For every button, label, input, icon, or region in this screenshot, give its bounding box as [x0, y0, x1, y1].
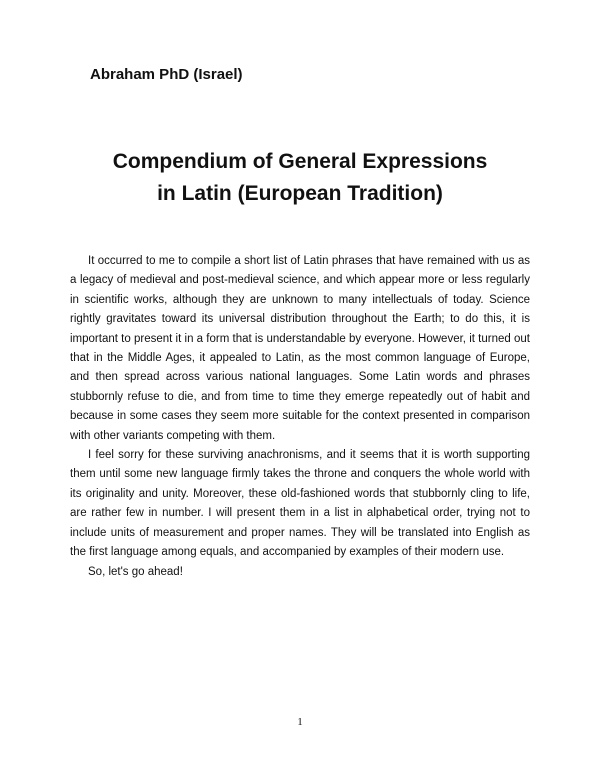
document-title	[0, 146, 600, 210]
paragraph-1: It occurred to me to compile a short list of Latin phrases that have remained with us as a legacy of medieval and post-medieval science, and which appear more or less regularly in scientific works, although they are unknown to many intellectuals of today. Science rightly gravitates toward its universal distribution throughout the Earth; to do this, it is important to present it in a form that is understandable by everyone. However, it turned out that in the Middle Ages, it appealed to Latin, as the most common language of Europe, and then spread across various national languages. Some Latin words and phrases stubbornly refuse to die, and from time to time they emerge repeatedly out of habit and because in some cases they seem more suitable for the context presented in comparison with other variants competing with them.	[70, 255, 530, 442]
paragraph-2: I feel sorry for these surviving anachronisms, and it seems that it is worth supporting them until some new language firmly takes the throne and conquers the whole world with its originality and unity. Moreover, these old-fashioned words that stubbornly cling to life, are rather few in number. I will present them in a list in alphabetical order, trying not to include units of measurement and proper names. They will be translated into English as the first language among equals, and accompanied by examples of their modern use.	[70, 449, 530, 559]
body-text	[70, 252, 530, 582]
page-number: 1	[297, 716, 303, 728]
paragraph-3: So, let's go ahead!	[88, 565, 183, 578]
title-line-1: Compendium of General Expressions	[112, 150, 488, 173]
title-line-2: in Latin (European Tradition)	[157, 182, 443, 205]
author-name: Abraham PhD (Israel)	[90, 66, 243, 83]
